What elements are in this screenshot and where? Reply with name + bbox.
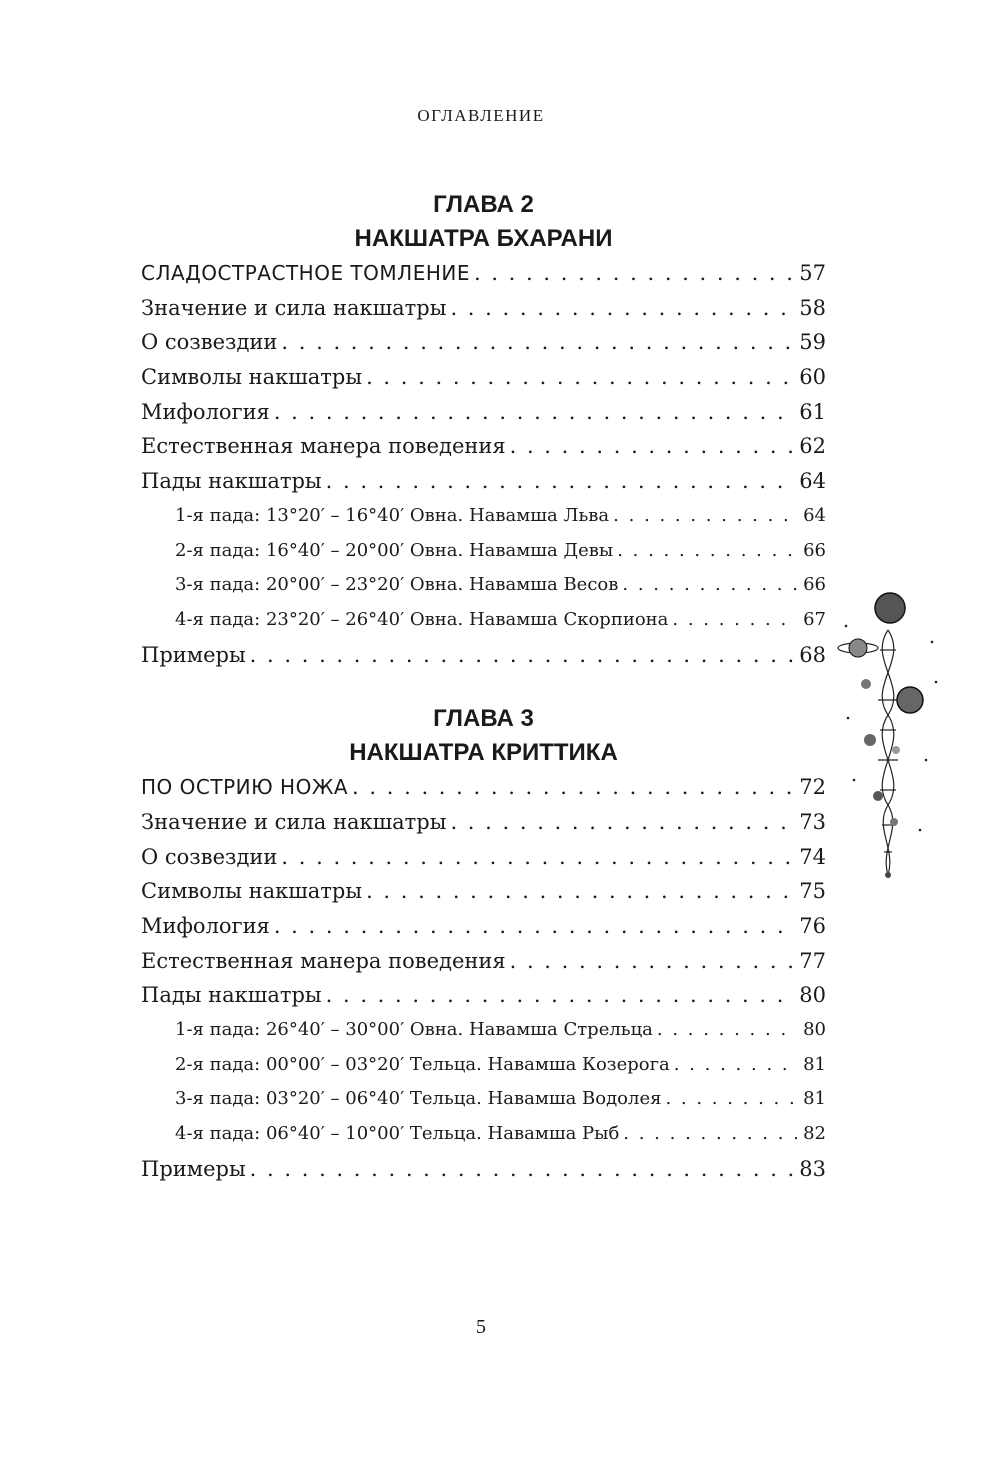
- toc-entry[interactable]: [141, 1082, 826, 1117]
- dot-leader: [250, 638, 794, 673]
- toc-entry-title: О созвездии: [141, 330, 278, 355]
- dot-leader: [281, 840, 793, 875]
- dot-leader: [326, 464, 794, 499]
- toc-entry-page: 83: [799, 1156, 826, 1181]
- toc-entry[interactable]: [141, 429, 826, 464]
- toc-entry-title: 1-я пада: 26°40′ – 30°00′ Овна. Навамша Стрельца: [175, 1019, 653, 1041]
- toc-entry[interactable]: [141, 603, 826, 638]
- toc-entry-title: Символы накшатры: [141, 365, 363, 390]
- toc-entry-title: 4-я пада: 23°20′ – 26°40′ Овна. Навамша Скорпиона: [175, 608, 669, 630]
- toc-entry-page: 81: [803, 1088, 826, 1110]
- toc-entry-title: 1-я пада: 13°20′ – 16°40′ Овна. Навамша Льва: [175, 504, 610, 526]
- toc-entry-page: 74: [799, 844, 826, 869]
- dot-leader: [366, 360, 793, 395]
- dot-leader: [474, 256, 793, 291]
- toc-entry-title: Мифология: [141, 399, 270, 424]
- toc-entry[interactable]: [141, 770, 826, 805]
- toc-entry-page: 59: [799, 330, 826, 355]
- chapter-block: [141, 188, 826, 672]
- dot-leader: [672, 603, 797, 638]
- dot-leader: [674, 1048, 797, 1083]
- dot-leader: [613, 499, 797, 534]
- dot-leader: [250, 1152, 794, 1187]
- toc-entry[interactable]: [141, 1152, 826, 1187]
- toc-entry-title: 4-я пада: 06°40′ – 10°00′ Тельца. Навамша Рыб: [175, 1123, 620, 1145]
- toc-entry[interactable]: [141, 325, 826, 360]
- toc-entry[interactable]: [141, 464, 826, 499]
- toc-entry[interactable]: [141, 944, 826, 979]
- toc-entry-title: Мифология: [141, 914, 270, 938]
- chapter-number: ГЛАВА 3: [433, 705, 534, 733]
- toc-entry[interactable]: [141, 840, 826, 875]
- chapter-block: [141, 702, 826, 1186]
- toc-entry-page: 57: [799, 261, 826, 285]
- toc-entry-title: 3-я пада: 03°20′ – 06°40′ Тельца. Навамша Водолея: [175, 1088, 662, 1110]
- chapter-heading: [141, 188, 826, 256]
- toc-entry[interactable]: [141, 534, 826, 569]
- toc-entry[interactable]: [141, 874, 826, 909]
- toc-entry-page: 66: [803, 539, 826, 561]
- running-head: ОГЛАВЛЕНИЕ: [417, 106, 545, 125]
- toc-entry[interactable]: [141, 638, 826, 673]
- entry-list: [141, 770, 826, 1186]
- dot-leader: [623, 1117, 797, 1152]
- toc-entry[interactable]: [141, 909, 826, 944]
- entry-list: [141, 256, 826, 672]
- dot-leader: [281, 325, 793, 360]
- toc-entry-title: 3-я пада: 20°00′ – 23°20′ Овна. Навамша Весов: [175, 574, 619, 596]
- toc-entry-title: 2-я пада: 00°00′ – 03°20′ Тельца. Навамша Козерога: [175, 1053, 670, 1075]
- chapter-number: ГЛАВА 2: [433, 191, 534, 218]
- dot-leader: [657, 1013, 797, 1048]
- dna-planets-icon: [836, 590, 948, 890]
- toc-entry-page: 80: [803, 1019, 826, 1041]
- toc-entry[interactable]: [141, 291, 826, 326]
- toc-entry-title: 2-я пада: 16°40′ – 20°00′ Овна. Навамша Девы: [175, 539, 614, 561]
- dot-leader: [665, 1082, 797, 1117]
- dot-leader: [617, 534, 797, 569]
- dot-leader: [274, 909, 793, 944]
- toc-entry-page: 72: [799, 775, 826, 800]
- toc-entry-page: 76: [799, 914, 826, 938]
- toc-entry-title: Значение и сила накшатры: [141, 295, 447, 320]
- toc-entry-title: ПО ОСТРИЮ НОЖА: [141, 775, 349, 800]
- toc-entry[interactable]: [141, 1117, 826, 1152]
- toc-entry-title: Естественная манера поведения: [141, 948, 506, 973]
- toc-entry[interactable]: [141, 360, 826, 395]
- toc-entry-page: 80: [799, 983, 826, 1008]
- dot-leader: [326, 978, 794, 1013]
- toc-entry-title: Пады накшатры: [141, 983, 322, 1008]
- dot-leader: [510, 944, 794, 979]
- toc-entry-title: СЛАДОСТРАСТНОЕ ТОМЛЕНИЕ: [141, 261, 470, 285]
- chapter-title: НАКШАТРА КРИТТИКА: [349, 739, 618, 767]
- toc-entry[interactable]: [141, 568, 826, 603]
- toc-entry-title: Символы накшатры: [141, 879, 363, 904]
- toc-entry-title: Пады накшатры: [141, 469, 322, 494]
- toc-entry-page: 81: [803, 1053, 826, 1075]
- dot-leader: [510, 429, 794, 464]
- toc-entry[interactable]: [141, 1048, 826, 1083]
- toc-entry-page: 58: [799, 295, 826, 320]
- toc-entry-title: Примеры: [141, 1156, 246, 1181]
- toc-entry-page: 75: [799, 879, 826, 904]
- toc-entry-page: 67: [803, 608, 826, 630]
- dot-leader: [366, 874, 793, 909]
- toc-entry-page: 82: [803, 1123, 826, 1145]
- toc-entry-page: 64: [803, 504, 826, 526]
- dot-leader: [352, 770, 793, 805]
- dot-leader: [274, 395, 793, 430]
- toc-entry-page: 64: [799, 469, 826, 494]
- toc-entry-page: 66: [803, 574, 826, 596]
- chapter-heading: [141, 702, 826, 770]
- toc-entry[interactable]: [141, 395, 826, 430]
- toc-entry-title: Значение и сила накшатры: [141, 809, 447, 834]
- toc-entry-title: О созвездии: [141, 844, 278, 869]
- toc-entry-title: Примеры: [141, 642, 246, 667]
- toc-entry[interactable]: [141, 256, 826, 291]
- page-number: 5: [476, 1316, 486, 1338]
- toc-entry-page: 68: [799, 642, 826, 667]
- toc-entry-page: 73: [799, 809, 826, 834]
- table-of-contents: [141, 188, 826, 1187]
- toc-entry[interactable]: [141, 1013, 826, 1048]
- toc-entry[interactable]: [141, 805, 826, 840]
- chapter-title: НАКШАТРА БХАРАНИ: [354, 225, 613, 252]
- dot-leader: [450, 291, 793, 326]
- toc-entry-page: 61: [799, 399, 826, 424]
- dot-leader: [450, 805, 793, 840]
- toc-entry[interactable]: [141, 499, 826, 534]
- toc-entry-page: 62: [799, 434, 826, 459]
- toc-entry[interactable]: [141, 978, 826, 1013]
- toc-entry-page: 77: [799, 948, 826, 973]
- dot-leader: [622, 568, 797, 603]
- toc-entry-page: 60: [799, 365, 826, 390]
- toc-entry-title: Естественная манера поведения: [141, 434, 506, 459]
